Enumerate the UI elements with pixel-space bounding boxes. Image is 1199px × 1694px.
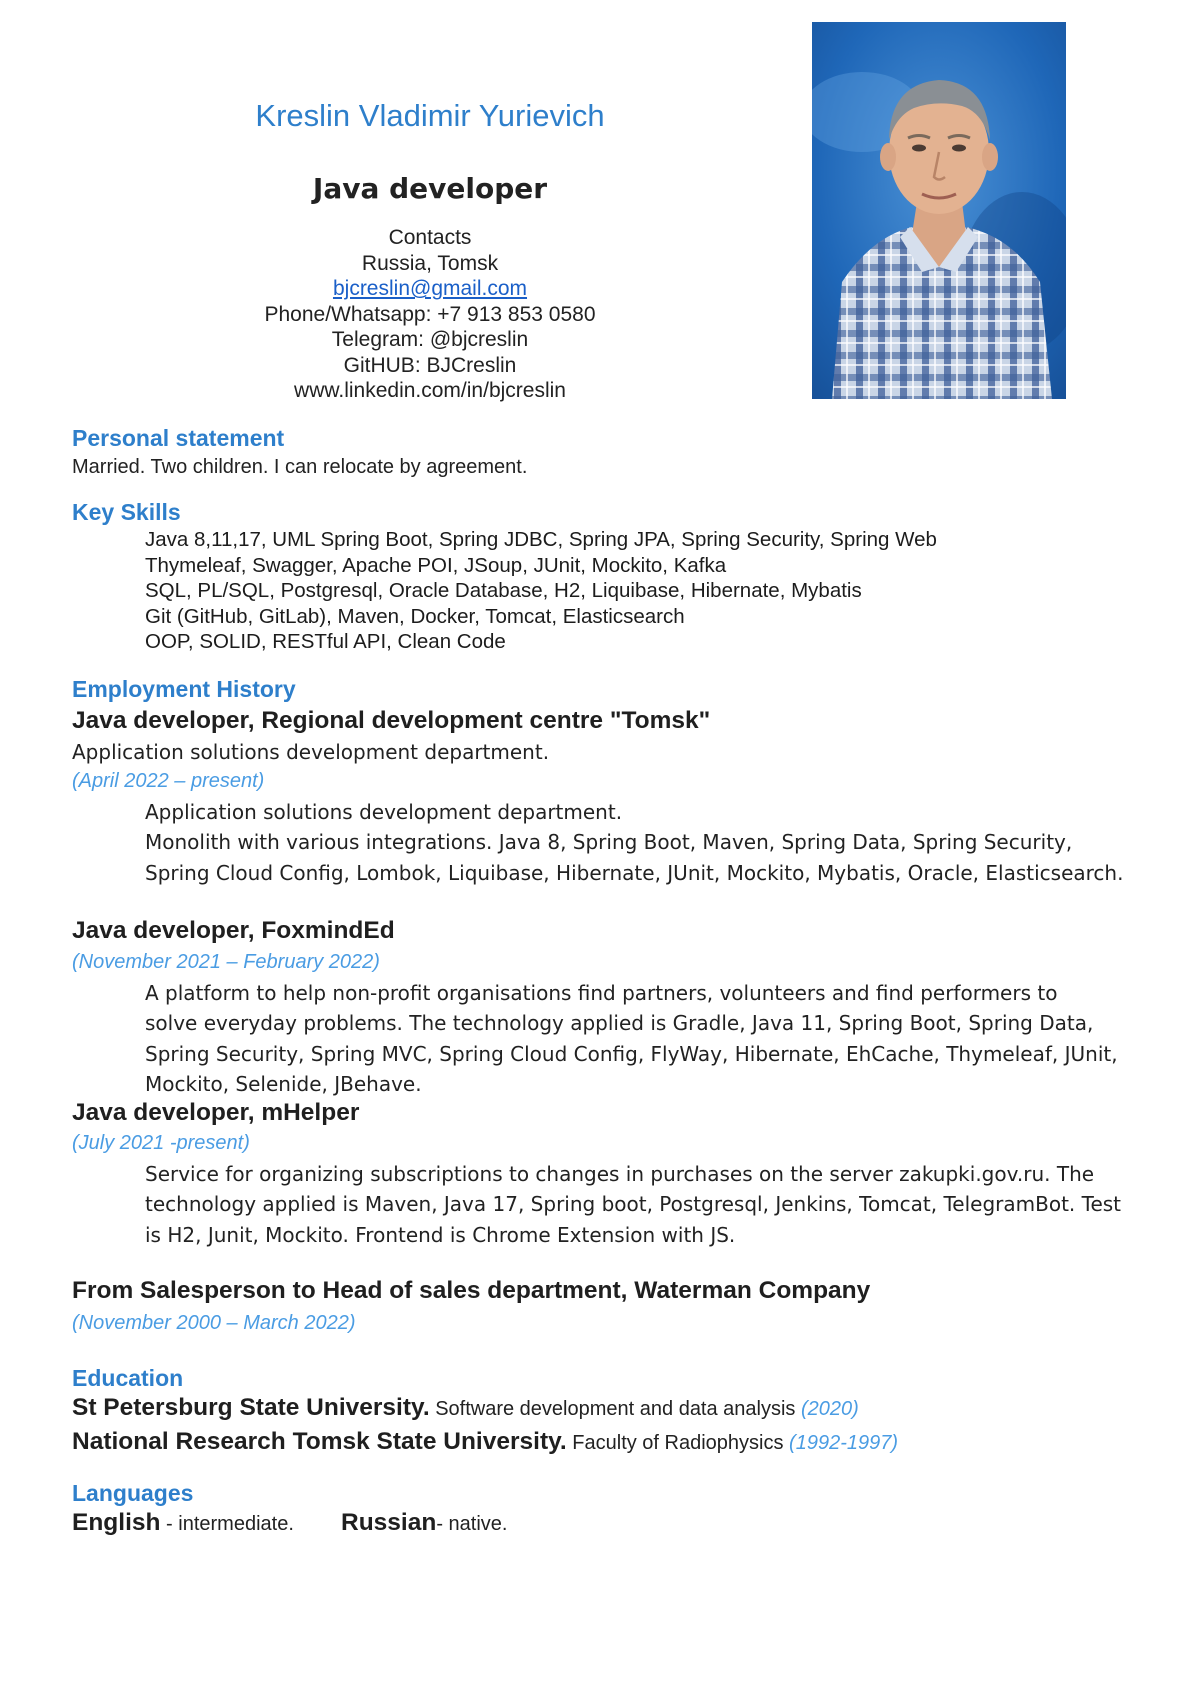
education-school: National Research Tomsk State University.	[72, 1428, 567, 1455]
key-skills-title: Key Skills	[72, 499, 181, 525]
skills-line: SQL, PL/SQL, Postgresql, Oracle Database, H2, Liquibase, Hibernate, Mybatis	[145, 579, 862, 602]
languages-title: Languages	[72, 1480, 194, 1506]
phone: Phone/Whatsapp: +7 913 853 0580	[264, 302, 596, 326]
personal-statement-title: Personal statement	[72, 425, 285, 451]
language-level: - intermediate.	[166, 1513, 294, 1535]
language-name: Russian	[341, 1509, 437, 1536]
profile-photo	[812, 22, 1066, 399]
job-title: Java developer, Regional development centre "Tomsk"	[72, 707, 711, 734]
location: Russia, Tomsk	[361, 251, 499, 275]
language-level: - native.	[436, 1513, 508, 1535]
job-date: (July 2021 -present)	[72, 1132, 250, 1154]
education-year: (2020)	[801, 1398, 859, 1420]
job-title: From Salesperson to Head of sales department, Waterman Company	[72, 1277, 871, 1304]
email-link[interactable]: bjcreslin@gmail.com	[332, 277, 528, 300]
contacts-block	[180, 225, 680, 404]
job-description-line: Service for organizing subscriptions to changes in purchases on the server zakupki.gov.ru. The	[145, 1162, 1095, 1186]
job-role: Java developer	[312, 172, 548, 205]
job-subtitle: Application solutions development department.	[72, 740, 550, 764]
personal-statement-text: Married. Two children. I can relocate by agreement.	[72, 456, 528, 478]
languages-line	[72, 1509, 507, 1537]
job-description-line: solve everyday problems. The technology applied is Gradle, Java 11, Spring Boot, Spring Data,	[145, 1011, 1094, 1036]
education-item	[72, 1394, 859, 1422]
github: GitHUB: BJCreslin	[343, 353, 517, 377]
job-description-line: Application solutions development department.	[145, 800, 623, 824]
job-date: (November 2000 – March 2022)	[72, 1312, 356, 1334]
job-description-line: A platform to help non-profit organisations find partners, volunteers and find performers to	[145, 981, 1058, 1005]
language-name: English	[72, 1509, 161, 1536]
skills-line: Git (GitHub, GitLab), Maven, Docker, Tomcat, Elasticsearch	[145, 604, 685, 628]
education-program: Software development and data analysis	[435, 1398, 796, 1420]
telegram: Telegram: @bjcreslin	[331, 328, 529, 351]
job-date: (November 2021 – February 2022)	[72, 951, 380, 973]
skills-line: Thymeleaf, Swagger, Apache POI, JSoup, JUnit, Mockito, Kafka	[145, 553, 727, 577]
linkedin: www.linkedin.com/in/bjcreslin	[294, 379, 566, 402]
job-description-line: Spring Cloud Config, Lombok, Liquibase, Hibernate, JUnit, Mockito, Mybatis, Oracle, Elasticsearch.	[145, 860, 1124, 885]
job-description	[145, 1159, 1165, 1250]
job-description-line: Spring Security, Spring MVC, Spring Cloud Config, FlyWay, Hibernate, EhCache, Thymeleaf, JUnit,	[145, 1041, 1118, 1066]
job-title: Java developer, mHelper	[72, 1099, 360, 1126]
education-program: Faculty of Radiophysics	[572, 1432, 784, 1454]
key-skills-list	[145, 527, 937, 655]
education-item	[72, 1428, 898, 1456]
job-description-line: is H2, Junit, Mockito. Frontend is Chrome Extension with JS.	[145, 1222, 736, 1247]
education-title: Education	[72, 1365, 184, 1391]
skills-line: OOP, SOLID, RESTful API, Clean Code	[145, 630, 506, 653]
contacts-label: Contacts	[388, 226, 472, 249]
job-description	[145, 978, 1165, 1099]
skills-line: Java 8,11,17, UML Spring Boot, Spring JDBC, Spring JPA, Spring Security, Spring Web	[145, 528, 937, 551]
candidate-name: Kreslin Vladimir Yurievich	[255, 98, 605, 133]
education-school: St Petersburg State University.	[72, 1394, 430, 1421]
job-description-line: Monolith with various integrations. Java 8, Spring Boot, Maven, Spring Data, Spring Security,	[145, 830, 1073, 855]
job-description	[145, 797, 1165, 888]
job-description-line: Mockito, Selenide, JBehave.	[145, 1071, 422, 1096]
education-year: (1992-1997)	[789, 1432, 899, 1454]
job-title: Java developer, FoxmindEd	[72, 917, 395, 944]
job-description-line: technology applied is Maven, Java 17, Spring boot, Postgresql, Jenkins, Tomcat, TelegramBot. Test	[145, 1192, 1122, 1217]
employment-history-title: Employment History	[72, 676, 296, 702]
job-date: (April 2022 – present)	[72, 770, 265, 792]
